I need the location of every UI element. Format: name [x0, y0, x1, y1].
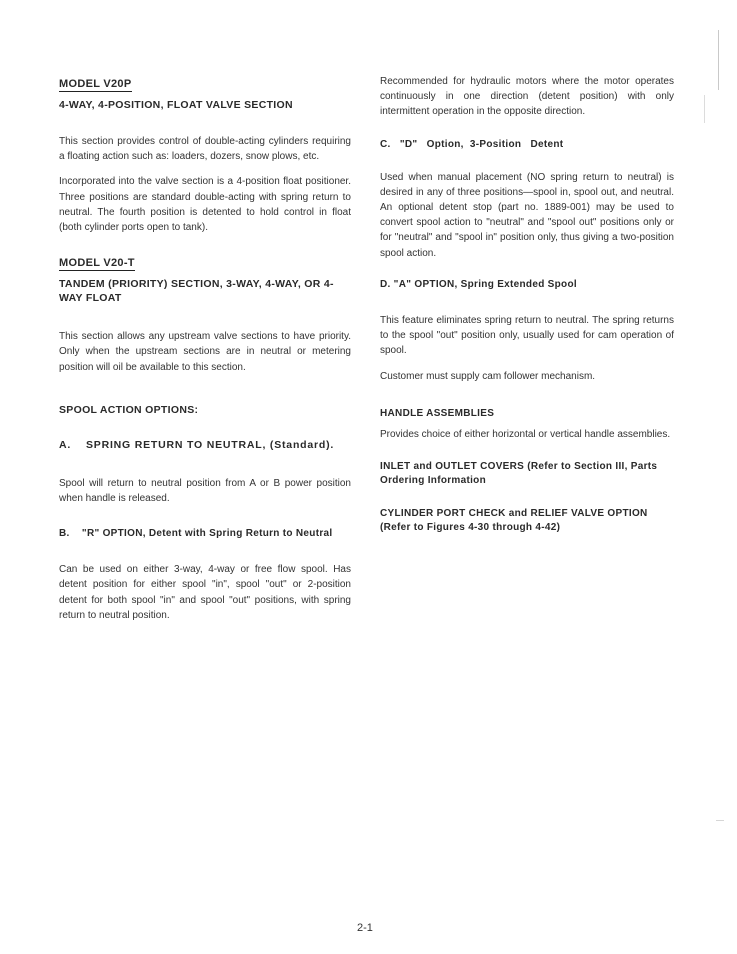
scan-artifact — [704, 95, 705, 123]
handle-assemblies-heading: HANDLE ASSEMBLIES — [380, 407, 495, 419]
spool-action-options-heading: SPOOL ACTION OPTIONS: — [59, 403, 199, 416]
option-b-description: Can be used on either 3-way, 4-way or free flow spool. Has detent position for either spool "in", spool "out" or 2-position detent for both spool "in" and spool "out" positions, with spring return to neutral position. — [59, 564, 351, 621]
model-v20t-title: MODEL V20-T — [59, 257, 135, 270]
scan-artifact — [718, 30, 719, 90]
option-d-heading: D. "A" OPTION, Spring Extended Spool — [380, 278, 577, 290]
option-a-heading: A. SPRING RETURN TO NEUTRAL, (Standard). — [59, 438, 335, 451]
v20p-positioner-description: Incorporated into the valve section is a 4-position float positioner. Three positions are standard double-acting with spring return to neutral. The fourth position is detented to hold control in float (both cylinder ports open to tank). — [59, 176, 351, 234]
inlet-outlet-covers-heading: INLET and OUTLET COVERS (Refer to Section III, Parts Ordering Information — [380, 460, 658, 486]
option-c-heading: C. "D" Option, 3-Position Detent — [380, 138, 564, 150]
option-b-heading: B. "R" OPTION, Detent with Spring Return to Neutral — [59, 528, 333, 540]
option-c-description: Used when manual placement (NO spring return to neutral) is desired in any of three positions—spool in, spool out, and neutral. An optional detent stop (part no. 1889-001) may be used to convert spool action to "neutral" and "spool out" positions only or for "neutral" and "spool in" position only, thus giving a two-position spool action. — [380, 171, 674, 259]
option-a-description: Spool will return to neutral position from A or B power position when handle is released. — [59, 477, 351, 505]
handle-assemblies-description: Provides choice of either horizontal or vertical handle assemblies. — [380, 428, 671, 440]
v20p-description: This section provides control of double-acting cylinders requiring a floating action such as: loaders, dozers, snow plows, etc. — [59, 136, 351, 163]
model-v20p-title: MODEL V20P — [59, 78, 132, 90]
page-number: 2-1 — [357, 922, 373, 934]
right-column — [380, 74, 674, 535]
cam-follower-note: Customer must supply cam follower mechanism. — [380, 371, 596, 383]
hydraulic-motor-recommendation: Recommended for hydraulic motors where the motor operates continuously in one direction (detent position) with only intermittent operation in the opposite direction. — [380, 76, 674, 118]
option-d-description: This feature eliminates spring return to neutral. The spring returns to the spool "out" position only, usually used for cam operation of spool. — [380, 314, 674, 357]
v20t-section-heading: TANDEM (PRIORITY) SECTION, 3-WAY, 4-WAY, OR 4-WAY FLOAT — [59, 278, 334, 305]
v20p-section-heading: 4-WAY, 4-POSITION, FLOAT VALVE SECTION — [59, 99, 293, 111]
left-column — [59, 74, 351, 623]
cylinder-port-check-heading: CYLINDER PORT CHECK and RELIEF VALVE OPTION (Refer to Figures 4-30 through 4-42) — [380, 507, 648, 533]
scan-artifact — [716, 820, 724, 821]
v20t-description: This section allows any upstream valve sections to have priority. Only when the upstream sections are in neutral or metering position will oil be available to this section. — [59, 331, 351, 373]
